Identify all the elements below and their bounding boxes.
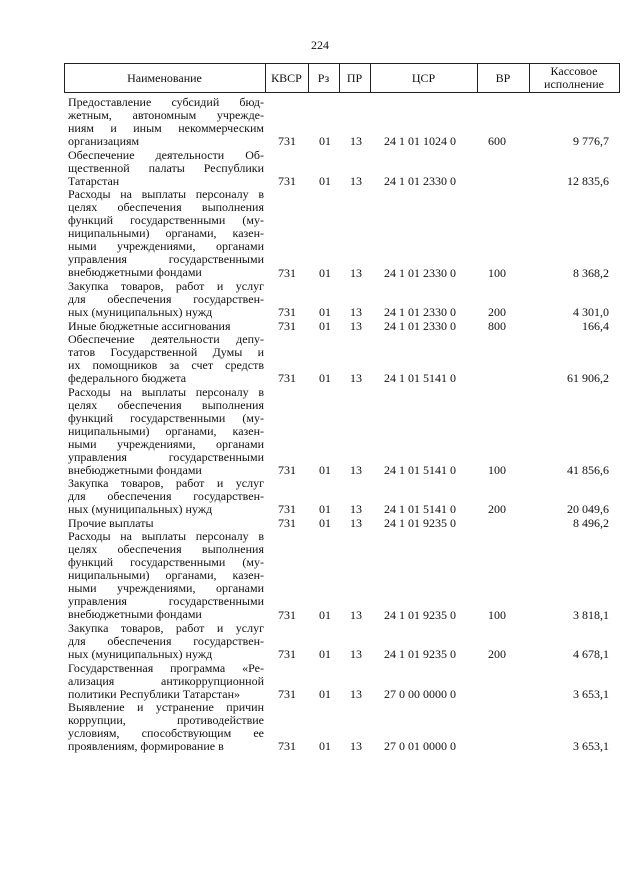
header-name: Наименование (127, 70, 202, 85)
cell-rz: 01 (319, 462, 331, 477)
row-name-line: Прочие выплаты (68, 515, 154, 530)
header-pr: ПР (346, 70, 363, 85)
row-name-line: ными учреждениями, органами (68, 436, 264, 451)
row-name-line: проявлениям, формирование в (68, 739, 224, 754)
header-divider (619, 63, 620, 93)
table-row (0, 188, 640, 279)
cell-rz: 01 (319, 686, 331, 701)
row-name-line: Предоставление субсидий бюд- (68, 95, 264, 109)
cell-rz: 01 (319, 739, 331, 754)
row-name-line: функций государственными (му- (68, 410, 264, 425)
table-row (0, 96, 640, 148)
cell-rz: 01 (319, 318, 331, 333)
cell-rz: 01 (319, 502, 331, 517)
row-name-line: внебюджетными фондами (68, 607, 202, 622)
cell-kvsr: 731 (278, 173, 296, 188)
cell-csr: 24 1 01 9235 0 (384, 607, 456, 622)
row-name-line: Обеспечение деятельности Об- (68, 147, 264, 162)
row-name (68, 280, 264, 319)
cell-kvsr: 731 (278, 134, 296, 149)
cell-kvsr: 731 (278, 462, 296, 477)
table-row (0, 530, 640, 621)
row-name-line: для обеспечения государствен- (68, 634, 264, 649)
cell-vr: 100 (488, 265, 506, 280)
table-row (0, 701, 640, 753)
cell-amount: 4 301,0 (573, 305, 609, 320)
cell-csr: 24 1 01 2330 0 (384, 305, 456, 320)
cell-vr: 200 (488, 305, 506, 320)
cell-amount: 3 653,1 (573, 739, 609, 754)
cell-csr: 24 1 01 5141 0 (384, 371, 456, 386)
table-row (0, 280, 640, 319)
row-name-line: ниципальными) органами, казен- (68, 568, 264, 583)
cell-amount: 3 818,1 (573, 607, 609, 622)
cell-vr: 800 (488, 318, 506, 333)
row-name-line: Выявление и устранение причин (68, 700, 264, 715)
cell-kvsr: 731 (278, 265, 296, 280)
cell-amount: 8 496,2 (573, 515, 609, 530)
row-name-line: коррупции, противодействие (68, 713, 264, 728)
row-name (68, 477, 264, 516)
header-csr: ЦСР (411, 70, 436, 85)
cell-amount: 12 835,6 (567, 173, 609, 188)
row-name (68, 622, 264, 661)
row-name-line: Обеспечение деятельности депу- (68, 332, 264, 346)
cell-rz: 01 (319, 647, 331, 662)
cell-pr: 13 (350, 515, 362, 530)
table-row (0, 386, 640, 477)
cell-rz: 01 (319, 265, 331, 280)
table-row (0, 622, 640, 661)
page-number: 224 (311, 38, 329, 52)
table-row (0, 333, 640, 385)
row-name-line: ниципальными) органами, казен- (68, 226, 264, 241)
row-name-line: условиям, способствующим ее (68, 726, 264, 741)
cell-csr: 24 1 01 1024 0 (384, 134, 456, 149)
row-name-line: целях обеспечения выполнения (68, 200, 264, 215)
table-row (0, 149, 640, 188)
header-amount-line2: исполнение (544, 77, 604, 91)
cell-vr: 600 (488, 134, 506, 149)
row-name (68, 530, 264, 621)
table-row (0, 517, 640, 530)
cell-pr: 13 (350, 647, 362, 662)
row-name-line: Расходы на выплаты персоналу в (68, 384, 264, 399)
cell-amount: 61 906,2 (567, 371, 609, 386)
row-name-line: ализация антикоррупционной (68, 673, 264, 688)
cell-kvsr: 731 (278, 502, 296, 517)
cell-pr: 13 (350, 305, 362, 320)
row-name-line: ными учреждениями, органами (68, 581, 264, 596)
cell-rz: 01 (319, 134, 331, 149)
cell-csr: 27 0 00 0000 0 (384, 686, 456, 701)
cell-kvsr: 731 (278, 739, 296, 754)
cell-kvsr: 731 (278, 305, 296, 320)
row-name-line: Расходы на выплаты персоналу в (68, 187, 264, 202)
row-name-line: ниципальными) органами, казен- (68, 423, 264, 438)
row-name-line: для обеспечения государствен- (68, 489, 264, 504)
cell-kvsr: 731 (278, 607, 296, 622)
header-amount-line1: Кассовое (550, 64, 598, 78)
row-name (68, 333, 264, 385)
cell-kvsr: 731 (278, 647, 296, 662)
row-name-line: управления государственными (68, 449, 264, 464)
cell-rz: 01 (319, 305, 331, 320)
cell-pr: 13 (350, 265, 362, 280)
row-name-line: политики Республики Татарстан» (68, 686, 241, 701)
cell-csr: 24 1 01 5141 0 (384, 502, 456, 517)
cell-kvsr: 731 (278, 371, 296, 386)
row-name (68, 386, 264, 477)
row-name-line: внебюджетными фондами (68, 462, 202, 477)
cell-amount: 9 776,7 (573, 134, 609, 149)
cell-kvsr: 731 (278, 686, 296, 701)
row-name-line: организациям (68, 134, 140, 148)
row-name-line: Закупка товаров, работ и услуг (68, 279, 264, 293)
cell-amount: 41 856,6 (567, 462, 609, 477)
header-kvsr: КВСР (271, 70, 302, 85)
cell-csr: 24 1 01 5141 0 (384, 462, 456, 477)
cell-vr: 100 (488, 607, 506, 622)
table-row (0, 477, 640, 516)
cell-pr: 13 (350, 502, 362, 517)
row-name (68, 96, 264, 148)
cell-pr: 13 (350, 607, 362, 622)
header-amount (529, 63, 619, 93)
cell-kvsr: 731 (278, 515, 296, 530)
cell-pr: 13 (350, 462, 362, 477)
row-name-line: ных (муниципальных) нужд (68, 647, 213, 662)
header-rz: Рз (317, 70, 330, 85)
row-name (68, 188, 264, 279)
cell-vr: 200 (488, 502, 506, 517)
row-name (68, 320, 264, 333)
cell-amount: 8 368,2 (573, 265, 609, 280)
row-name-line: их помощников за счет средств (68, 358, 264, 372)
cell-csr: 24 1 01 2330 0 (384, 318, 456, 333)
cell-csr: 24 1 01 2330 0 (384, 173, 456, 188)
cell-pr: 13 (350, 173, 362, 188)
row-name-line: целях обеспечения выполнения (68, 542, 264, 557)
cell-csr: 27 0 01 0000 0 (384, 739, 456, 754)
cell-csr: 24 1 01 9235 0 (384, 515, 456, 530)
cell-rz: 01 (319, 515, 331, 530)
row-name-line: Закупка товаров, работ и услуг (68, 476, 264, 491)
cell-amount: 166,4 (582, 318, 609, 333)
table-header (64, 63, 620, 93)
cell-rz: 01 (319, 371, 331, 386)
row-name (68, 662, 264, 701)
cell-amount: 4 678,1 (573, 647, 609, 662)
table-row (0, 662, 640, 701)
row-name-line: функций государственными (му- (68, 213, 264, 228)
table-row (0, 320, 640, 333)
row-name-line: Расходы на выплаты персоналу в (68, 529, 264, 544)
header-vr: ВР (495, 70, 511, 85)
row-name-line: ниям и иным некоммерческим (68, 121, 264, 135)
cell-pr: 13 (350, 318, 362, 333)
row-name-line: щественной палаты Республики (68, 160, 264, 175)
cell-rz: 01 (319, 173, 331, 188)
cell-pr: 13 (350, 686, 362, 701)
cell-vr: 200 (488, 647, 506, 662)
row-name-line: татов Государственной Думы и (68, 345, 264, 359)
row-name (68, 149, 264, 188)
row-name-line: для обеспечения государствен- (68, 292, 264, 306)
row-name-line: Государственная программа «Ре- (68, 660, 264, 675)
row-name-line: ными учреждениями, органами (68, 239, 264, 254)
row-name-line: управления государственными (68, 252, 264, 267)
cell-csr: 24 1 01 9235 0 (384, 647, 456, 662)
cell-csr: 24 1 01 2330 0 (384, 265, 456, 280)
row-name-line: Иные бюджетные ассигнования (68, 318, 231, 333)
row-name-line: ных (муниципальных) нужд (68, 502, 213, 517)
cell-pr: 13 (350, 739, 362, 754)
cell-pr: 13 (350, 371, 362, 386)
row-name-line: внебюджетными фондами (68, 265, 202, 280)
row-name-line: жетным, автономным учрежде- (68, 108, 264, 122)
row-name-line: целях обеспечения выполнения (68, 397, 264, 412)
row-name-line: Закупка товаров, работ и услуг (68, 621, 264, 636)
cell-pr: 13 (350, 134, 362, 149)
cell-amount: 3 653,1 (573, 686, 609, 701)
row-name-line: федерального бюджета (68, 371, 187, 385)
row-name-line: Татарстан (68, 173, 120, 188)
cell-rz: 01 (319, 607, 331, 622)
cell-vr: 100 (488, 462, 506, 477)
cell-amount: 20 049,6 (567, 502, 609, 517)
cell-kvsr: 731 (278, 318, 296, 333)
row-name-line: функций государственными (му- (68, 555, 264, 570)
row-name (68, 517, 264, 530)
row-name-line: управления государственными (68, 594, 264, 609)
row-name-line: ных (муниципальных) нужд (68, 305, 213, 319)
row-name (68, 701, 264, 753)
